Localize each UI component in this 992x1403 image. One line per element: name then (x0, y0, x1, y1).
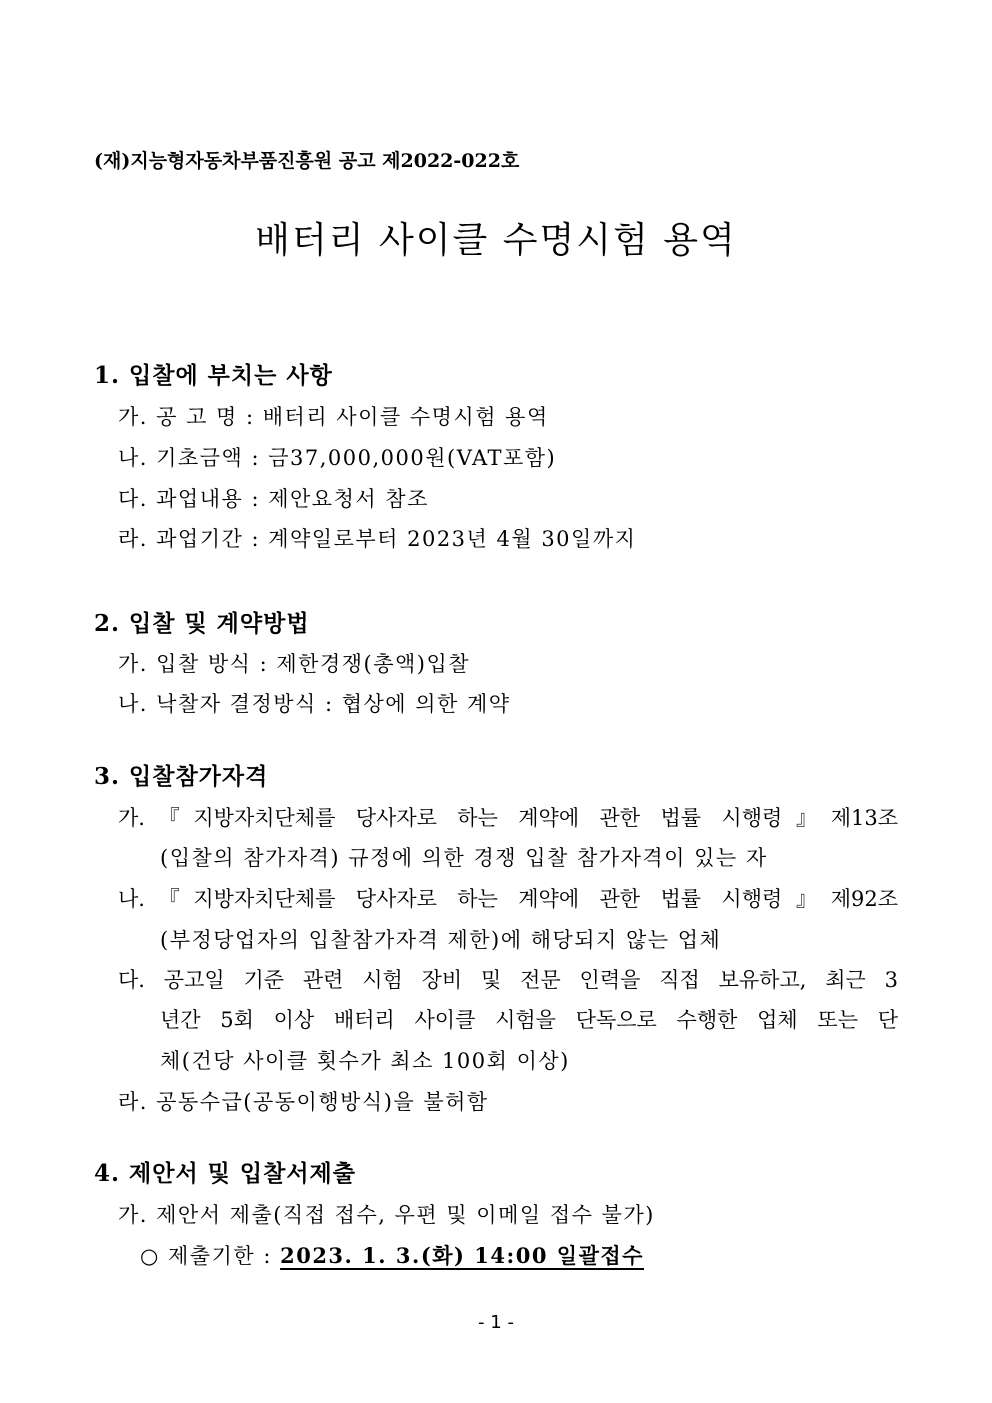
deadline-value: 2023. 1. 3.(화) 14:00 일괄접수 (280, 1243, 644, 1268)
section-1-item-na: 나. 기초금액 : 금37,000,000원(VAT포함) (118, 446, 557, 470)
section-1-item-ga: 가. 공 고 명 : 배터리 사이클 수명시험 용역 (118, 405, 549, 429)
section-3-item-ra: 라. 공동수급(공동이행방식)을 불허함 (118, 1090, 489, 1114)
section-3-item-na-line2: (부정당업자의 입찰참가자격 제한)에 해당되지 않는 업체 (160, 928, 722, 952)
notice-number: (재)지능형자동차부품진흥원 공고 제2022-022호 (94, 150, 520, 172)
document-title: 배터리 사이클 수명시험 용역 (255, 220, 737, 261)
submission-deadline (140, 1240, 644, 1270)
section-2-item-na: 나. 낙찰자 결정방식 : 협상에 의한 계약 (118, 692, 511, 716)
section-4-item-ga: 가. 제안서 제출(직접 접수, 우편 및 이메일 접수 불가) (118, 1203, 655, 1227)
section-1-item-ra: 라. 과업기간 : 계약일로부터 2023년 4월 30일까지 (118, 527, 637, 551)
section-2-item-ga: 가. 입찰 방식 : 제한경쟁(총액)입찰 (118, 652, 471, 676)
page-number: - 1 - (478, 1312, 514, 1333)
circle-bullet-icon: ○ (140, 1244, 160, 1268)
section-3-heading: 3. 입찰참가자격 (94, 763, 269, 790)
section-3-item-da-line3: 체(건당 사이클 횟수가 최소 100회 이상) (160, 1049, 570, 1073)
section-1-item-da: 다. 과업내용 : 제안요청서 참조 (118, 487, 429, 511)
section-3-item-ga-line1: 가.『지방자치단체를 당사자로 하는 계약에 관한 법률 시행령』제13조 (118, 806, 898, 830)
deadline-label: 제출기한 : (168, 1244, 281, 1268)
section-3-item-da-line1: 다. 공고일 기준 관련 시험 장비 및 전문 인력을 직접 보유하고, 최근 3 (118, 968, 898, 992)
section-3-item-na-line1: 나.『지방자치단체를 당사자로 하는 계약에 관한 법률 시행령』제92조 (118, 887, 898, 911)
section-4-heading: 4. 제안서 및 입찰서제출 (94, 1160, 356, 1187)
section-1-heading: 1. 입찰에 부치는 사항 (94, 362, 333, 389)
section-3-item-da-line2: 년간 5회 이상 배터리 사이클 시험을 단독으로 수행한 업체 또는 단 (160, 1008, 898, 1032)
section-2-heading: 2. 입찰 및 계약방법 (94, 610, 310, 637)
section-3-item-ga-line2: (입찰의 참가자격) 규정에 의한 경쟁 입찰 참가자격이 있는 자 (160, 846, 768, 870)
